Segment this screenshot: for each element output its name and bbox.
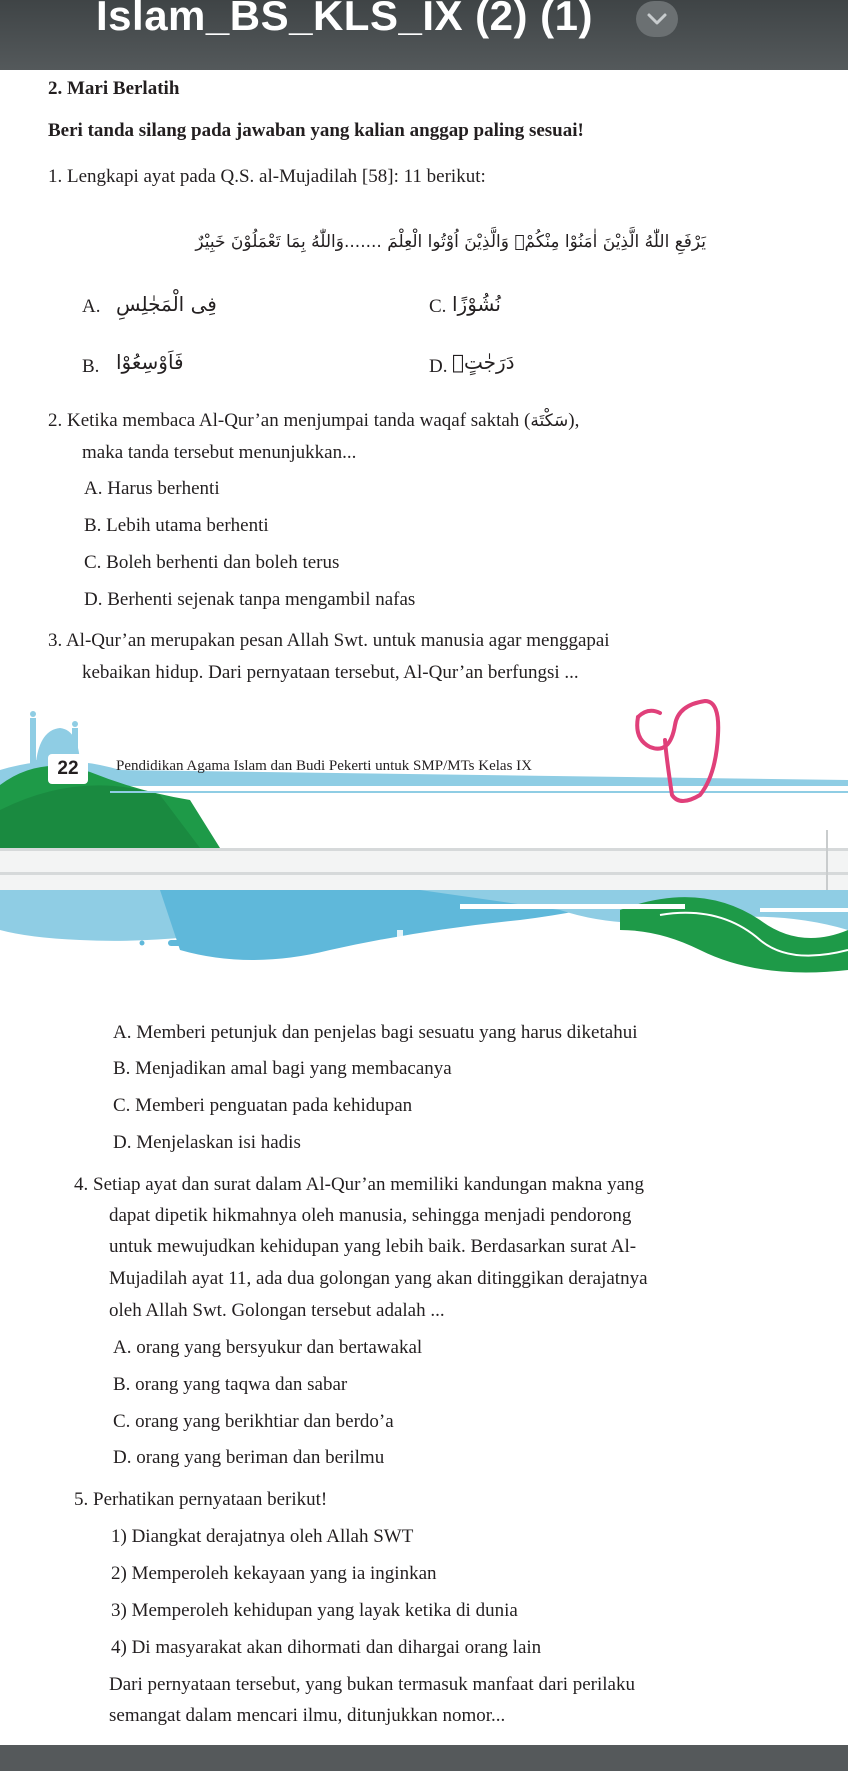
q1-option-c-arabic: نُشُوْزًا — [452, 292, 501, 316]
chevron-down-icon — [646, 12, 668, 26]
waqaf-saktah-symbol: سَكْتَة — [530, 411, 569, 431]
question-3-line1: 3. Al-Qur’an merupakan pesan Allah Swt. untuk manusia agar menggapai — [48, 630, 610, 651]
q1-option-d-arabic: دَرَجٰتٍۗ — [452, 350, 515, 374]
q2-option-a[interactable]: A. Harus berhenti — [84, 478, 220, 499]
q3-option-a[interactable]: A. Memberi petunjuk dan penjelas bagi sesuatu yang harus diketahui — [113, 1022, 638, 1043]
instruction: Beri tanda silang pada jawaban yang kalian anggap paling sesuai! — [48, 120, 584, 141]
q3-option-d[interactable]: D. Menjelaskan isi hadis — [113, 1132, 301, 1153]
question-1: 1. Lengkapi ayat pada Q.S. al-Mujadilah [58]: 11 berikut: — [48, 166, 486, 187]
q1-option-b-arabic: فَاَوْسِعُوْا — [116, 350, 184, 374]
q1-option-a-label[interactable]: A. — [82, 296, 101, 317]
q5-statement-1: 1) Diangkat derajatnya oleh Allah SWT — [111, 1526, 414, 1547]
q1-option-c-label[interactable]: C. — [429, 296, 447, 317]
q2-option-d[interactable]: D. Berhenti sejenak tanpa mengambil nafas — [84, 589, 416, 610]
question-5: 5. Perhatikan pernyataan berikut! — [74, 1489, 328, 1510]
handwritten-annotation — [620, 695, 730, 810]
question-2-text: 2. Ketika membaca Al-Qur’an menjumpai tanda waqaf saktah ( — [48, 410, 531, 431]
q5-closing-line2: semangat dalam mencari ilmu, ditunjukkan nomor... — [109, 1705, 506, 1726]
bottom-bar — [0, 1745, 848, 1771]
page-gap — [0, 848, 848, 892]
window-title: Islam_BS_KLS_IX (2) (1) — [96, 0, 594, 39]
q4-option-b[interactable]: B. orang yang taqwa dan sabar — [113, 1374, 348, 1395]
question-4-line2: dapat dipetik hikmahnya oleh manusia, sehingga menjadi pendorong — [109, 1205, 632, 1226]
q5-statement-3: 3) Memperoleh kehidupan yang layak ketika di dunia — [111, 1600, 518, 1621]
q5-closing-line1: Dari pernyataan tersebut, yang bukan termasuk manfaat dari perilaku — [109, 1674, 635, 1695]
question-2-line2: maka tanda tersebut menunjukkan... — [82, 442, 357, 463]
expand-button[interactable] — [636, 1, 678, 37]
page-header-decoration — [0, 890, 848, 990]
question-4-line5: oleh Allah Swt. Golongan tersebut adalah ... — [109, 1300, 445, 1321]
q2-option-c[interactable]: C. Boleh berhenti dan boleh terus — [84, 552, 340, 573]
question-2-line1 — [48, 410, 579, 432]
q5-statement-4: 4) Di masyarakat akan dihormati dan dihargai orang lain — [111, 1637, 542, 1658]
q1-option-a-arabic: فِى الْمَجٰلِسِ — [116, 292, 217, 316]
question-4-line3: untuk mewujudkan kehidupan yang lebih baik. Berdasarkan surat Al- — [109, 1236, 637, 1257]
q4-option-a[interactable]: A. orang yang bersyukur dan bertawakal — [113, 1337, 423, 1358]
question-4-line4: Mujadilah ayat 11, ada dua golongan yang akan ditinggikan derajatnya — [109, 1268, 648, 1289]
page-number: 22 — [48, 754, 88, 784]
question-3-line2: kebaikan hidup. Dari pernyataan tersebut, Al-Qur’an berfungsi ... — [82, 662, 579, 683]
q1-option-b-label[interactable]: B. — [82, 356, 100, 377]
q4-option-c[interactable]: C. orang yang berikhtiar dan berdo’a — [113, 1411, 394, 1432]
q1-arabic-verse: يَرْفَعِ اللّٰهُ الَّذِيْنَ اٰمَنُوْا مِنْكُمْۙ وَالَّذِيْنَ اُوْتُوا الْعِلْمَ .......وَاللّٰهُ بِمَا تَعْمَلُوْنَ خَبِيْرٌ — [195, 232, 706, 252]
section-heading: 2. Mari Berlatih — [48, 78, 180, 99]
q4-option-d[interactable]: D. orang yang beriman dan berilmu — [113, 1447, 385, 1468]
page-separator — [0, 848, 848, 851]
question-4-line1: 4. Setiap ayat dan surat dalam Al-Qur’an memiliki kandungan makna yang — [74, 1174, 645, 1195]
window-titlebar — [0, 0, 848, 70]
q5-statement-2: 2) Memperoleh kekayaan yang ia inginkan — [111, 1563, 437, 1584]
book-title: Pendidikan Agama Islam dan Budi Pekerti untuk SMP/MTs Kelas IX — [116, 758, 533, 774]
q3-option-b[interactable]: B. Menjadikan amal bagi yang membacanya — [113, 1058, 452, 1079]
q1-option-d-label[interactable]: D. — [429, 356, 448, 377]
q2-option-b[interactable]: B. Lebih utama berhenti — [84, 515, 269, 536]
q3-option-c[interactable]: C. Memberi penguatan pada kehidupan — [113, 1095, 413, 1116]
page-separator-2 — [0, 872, 848, 875]
question-2-text-end: ), — [568, 410, 580, 431]
